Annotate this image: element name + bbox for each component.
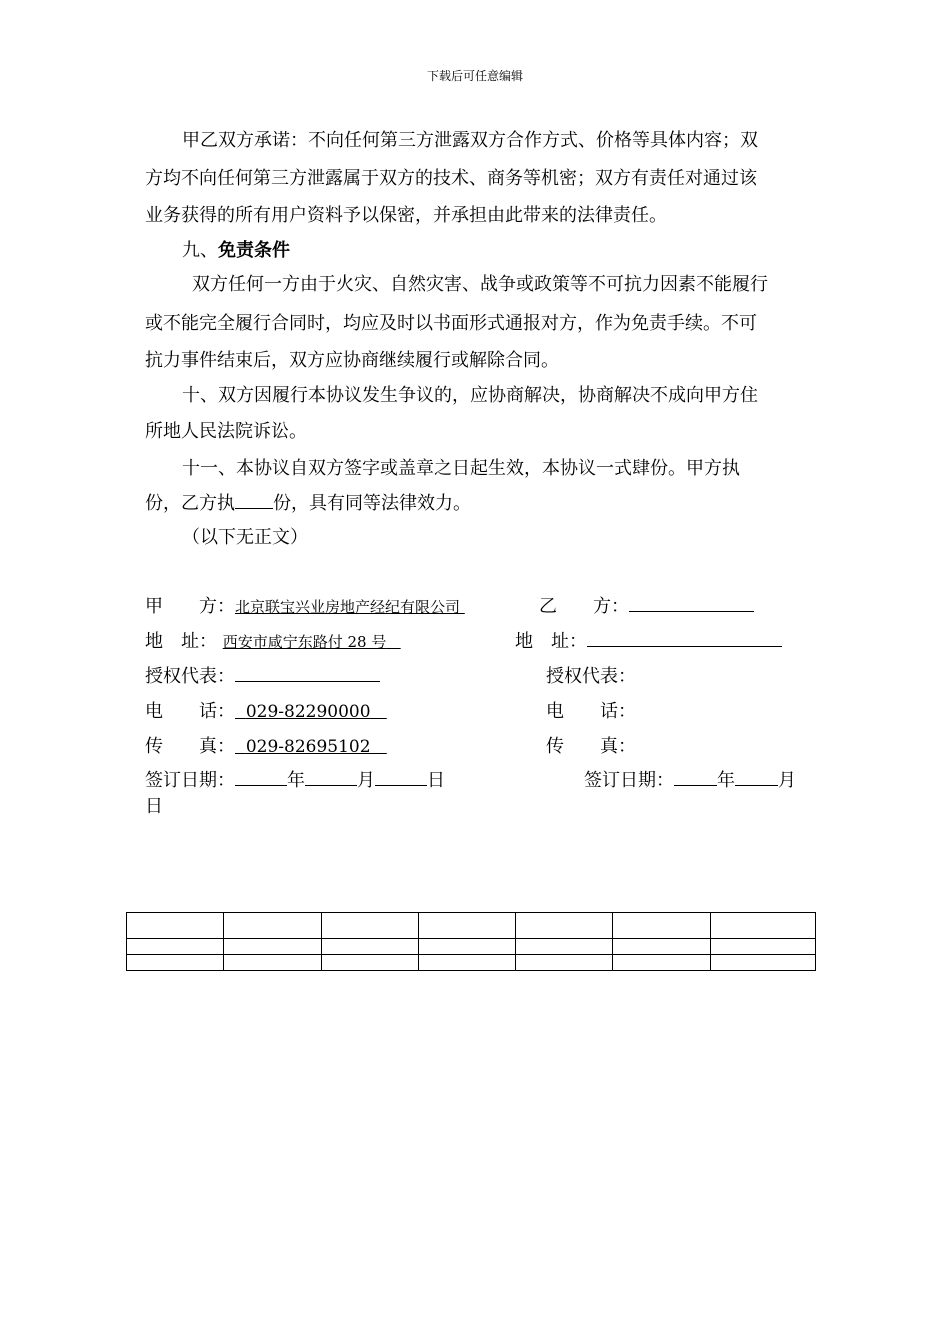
- section-9-heading: [182, 236, 290, 262]
- party-a-month: 月: [357, 770, 375, 791]
- party-a-fax-label: 传 真：: [145, 736, 235, 757]
- party-b-rep-label: 授权代表：: [546, 666, 636, 687]
- section-10-line-1: 十、双方因履行本协议发生争议的，应协商解决，协商解决不成向甲方住: [182, 385, 758, 406]
- table-row: [127, 939, 816, 955]
- section-9-title: 免责条件: [218, 240, 290, 261]
- party-b-address-label: 地 址：: [515, 631, 587, 652]
- party-b-month: 月: [778, 770, 796, 791]
- table-row: [127, 955, 816, 971]
- section-11-text-a: 份，乙方执: [145, 493, 235, 514]
- no-text-note: （以下无正文）: [182, 527, 308, 548]
- table-cell: [127, 913, 224, 939]
- party-a-phone-row: [145, 697, 387, 723]
- table-cell: [710, 913, 815, 939]
- party-b-fax-label: 传 真：: [546, 736, 636, 757]
- party-a-date-label: 签订日期：: [145, 770, 235, 791]
- table-cell: [613, 955, 710, 971]
- party-a-name-row: [145, 592, 465, 618]
- party-a-day: 日: [427, 770, 445, 791]
- party-a-fax-row: [145, 732, 387, 758]
- confidential-line-2: 方均不向任何第三方泄露属于双方的技术、商务等机密；双方有责任对通过该: [145, 168, 757, 189]
- table-cell: [418, 913, 515, 939]
- party-a-fax-value: 029-82695102: [245, 737, 371, 757]
- party-b-month-blank[interactable]: [735, 769, 778, 786]
- table-cell: [224, 955, 321, 971]
- table-cell: [613, 939, 710, 955]
- table-cell: [321, 939, 418, 955]
- party-a-phone-label: 电 话：: [145, 701, 235, 722]
- copies-blank[interactable]: [235, 492, 273, 509]
- party-a-month-blank[interactable]: [305, 769, 357, 786]
- force-majeure-line-3: 抗力事件结束后，双方应协商继续履行或解除合同。: [145, 350, 559, 371]
- party-a-name-label: 甲 方：: [145, 596, 235, 617]
- party-a-year-blank[interactable]: [235, 769, 287, 786]
- table-cell: [516, 913, 613, 939]
- table-cell: [710, 955, 815, 971]
- party-a-address-value: 西安市咸宁东路付 28 号: [222, 633, 387, 651]
- party-a-year: 年: [287, 770, 305, 791]
- party-b-phone-label: 电 话：: [546, 701, 636, 722]
- force-majeure-line-2: 或不能完全履行合同时，均应及时以书面形式通报对方，作为免责手续。不可: [145, 313, 757, 334]
- section-10-line-2: 所地人民法院诉讼。: [145, 421, 307, 442]
- page-header: 下载后可任意编辑: [426, 69, 523, 83]
- table-cell: [418, 939, 515, 955]
- party-a-phone-value: 029-82290000: [245, 702, 371, 722]
- confidential-line-3: 业务获得的所有用户资料予以保密，并承担由此带来的法律责任。: [145, 205, 667, 226]
- table-cell: [516, 939, 613, 955]
- table-cell: [613, 913, 710, 939]
- party-a-day-blank[interactable]: [375, 769, 427, 786]
- party-b-date-label: 签订日期：: [584, 770, 674, 791]
- party-b-day: 日: [145, 796, 163, 817]
- party-b-name-label: 乙 方：: [539, 596, 629, 617]
- table-cell: [321, 955, 418, 971]
- party-b-name-row: [539, 592, 754, 618]
- section-9-prefix: 九、: [182, 240, 218, 261]
- party-b-address-row: [515, 627, 782, 653]
- party-b-date-row: [584, 766, 796, 792]
- section-11-text-b: 份，具有同等法律效力。: [273, 493, 471, 514]
- party-a-rep-row: [145, 662, 380, 688]
- table-row: [127, 913, 816, 939]
- table-cell: [710, 939, 815, 955]
- party-b-year-blank[interactable]: [674, 769, 717, 786]
- party-b-year: 年: [717, 770, 735, 791]
- table-cell: [127, 939, 224, 955]
- table-cell: [127, 955, 224, 971]
- table-cell: [321, 913, 418, 939]
- table-cell: [516, 955, 613, 971]
- party-a-rep-blank[interactable]: [235, 665, 380, 682]
- section-11-line-2: [145, 489, 471, 515]
- party-a-name-value: 北京联宝兴业房地产经纪有限公司: [235, 598, 461, 616]
- party-b-address-blank[interactable]: [587, 630, 782, 647]
- party-a-address-row: [145, 627, 401, 653]
- confidential-line-1: 甲乙双方承诺：不向任何第三方泄露双方合作方式、价格等具体内容；双: [182, 130, 758, 151]
- party-a-address-label: 地 址：: [145, 631, 217, 652]
- party-a-date-row: [145, 766, 445, 792]
- force-majeure-line-1: 双方任何一方由于火灾、自然灾害、战争或政策等不可抗力因素不能履行: [192, 274, 768, 295]
- table-cell: [224, 939, 321, 955]
- party-a-rep-label: 授权代表：: [145, 666, 235, 687]
- table-cell: [418, 955, 515, 971]
- table-cell: [224, 913, 321, 939]
- party-b-name-blank[interactable]: [629, 595, 754, 612]
- section-11-line-1: 十一、本协议自双方签字或盖章之日起生效，本协议一式肆份。甲方执: [182, 458, 740, 479]
- blank-grid-table: [126, 912, 816, 971]
